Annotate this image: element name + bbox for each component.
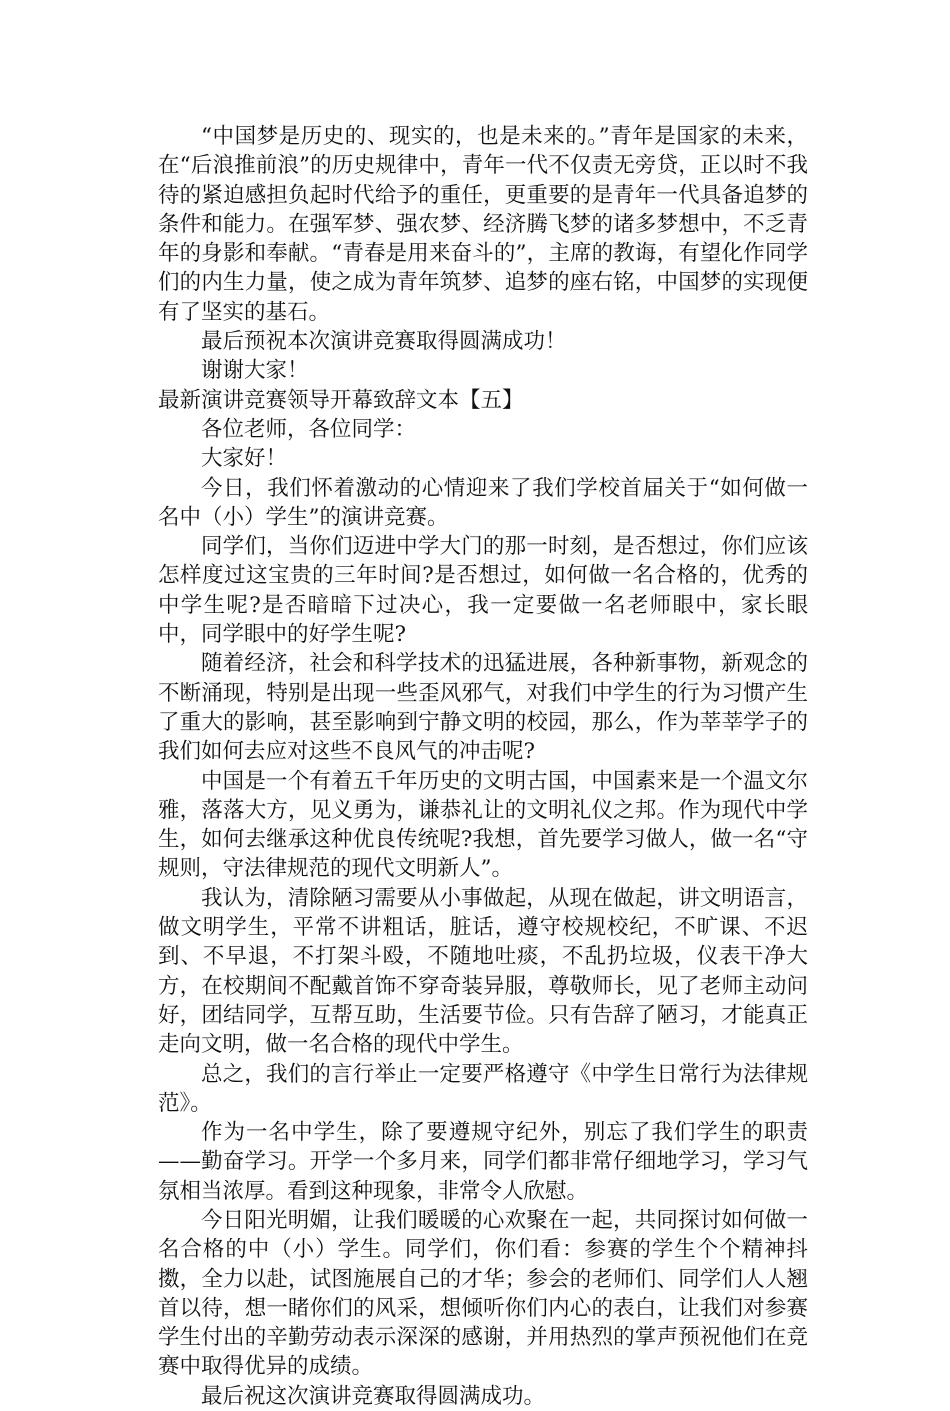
paragraph-opening: 今日，我们怀着激动的心情迎来了我们学校首届关于“如何做一名中（小）学生”的演讲竞赛。 [158, 475, 808, 530]
paragraph-conduct-rules: 总之，我们的言行举止一定要严格遵守《中学生日常行为法律规范》。 [158, 1061, 808, 1116]
paragraph-students-question: 同学们，当你们迈进中学大门的那一时刻，是否想过，你们应该怎样度过这宝贵的三年时间?是否想过，如何做一名合格的，优秀的中学生呢?是否暗暗下过决心，我一定要做一名老师眼中，家长眼中，同学眼中的好学生呢? [158, 534, 808, 648]
paragraph-civilization: 中国是一个有着五千年历史的文明古国，中国素来是一个温文尔雅，落落大方，见义勇为，谦恭礼让的文明礼仪之邦。作为现代中学生，如何去继承这种优良传统呢?我想，首先要学习做人，做一名“守规则，守法律规范的现代文明新人”。 [158, 768, 808, 882]
paragraph-habits: 我认为，清除陋习需要从小事做起，从现在做起，讲文明语言，做文明学生，平常不讲粗话，脏话，遵守校规校纪，不旷课、不迟到、不早退，不打架斗殴，不随地吐痰，不乱扔垃圾，仪表干净大方，在校期间不配戴首饰不穿奇装异服，尊敬师长，见了老师主动问好，团结同学，互帮互助，生活要节俭。只有告辞了陋习，才能真正走向文明，做一名合格的现代中学生。 [158, 885, 808, 1058]
paragraph-competition-day: 今日阳光明媚，让我们暖暖的心欢聚在一起，共同探讨如何做一名合格的中（小）学生。同学们，你们看：参赛的学生个个精神抖擞，全力以赴，试图施展自己的才华；参会的老师们、同学们人人翘首以待，想一睹你们的风采，想倾听你们内心的表白，让我们对参赛学生付出的辛勤劳动表示深深的感谢，并用热烈的掌声预祝他们在竞赛中取得优异的成绩。 [158, 1207, 808, 1380]
paragraph-salutation: 各位老师，各位同学： [201, 416, 417, 442]
paragraph-chinese-dream: “中国梦是历史的、现实的，也是未来的。”青年是国家的未来，在“后浪推前浪”的历史规律中，青年一代不仅责无旁贷，正以时不我待的紧迫感担负起时代给予的重任，更重要的是青年一代具备追梦的条件和能力。在强军梦、强农梦、经济腾飞梦的诸多梦想中，不乏青年的身影和奉献。“青春是用来奋斗的”，主席的教诲，有望化作同学们的内生力量，使之成为青年筑梦、追梦的座右铭，中国梦的实现便有了坚实的基石。 [158, 124, 808, 325]
section-title: 最新演讲竞赛领导开幕致辞文本【五】 [158, 387, 524, 413]
paragraph-study: 作为一名中学生，除了要遵规守纪外，别忘了我们学生的职责——勤奋学习。开学一个多月来，同学们都非常仔细地学习，学习气氛相当浓厚。看到这种现象，非常令人欣慰。 [158, 1120, 808, 1204]
paragraph-greeting: 大家好！ [201, 446, 288, 472]
paragraph-social-change: 随着经济，社会和科学技术的迅猛进展，各种新事物，新观念的不断涌现，特别是出现一些歪风邪气，对我们中学生的行为习惯产生了重大的影响，甚至影响到宁静文明的校园，那么，作为莘莘学子的我们如何去应对这些不良风气的冲击呢? [158, 651, 808, 765]
paragraph-thanks: 谢谢大家！ [201, 358, 309, 384]
paragraph-final-wish: 最后祝这次演讲竞赛取得圆满成功。 [201, 1383, 546, 1409]
document-body [158, 122, 808, 1411]
paragraph-closing-wish: 最后预祝本次演讲竞赛取得圆满成功！ [201, 329, 567, 355]
